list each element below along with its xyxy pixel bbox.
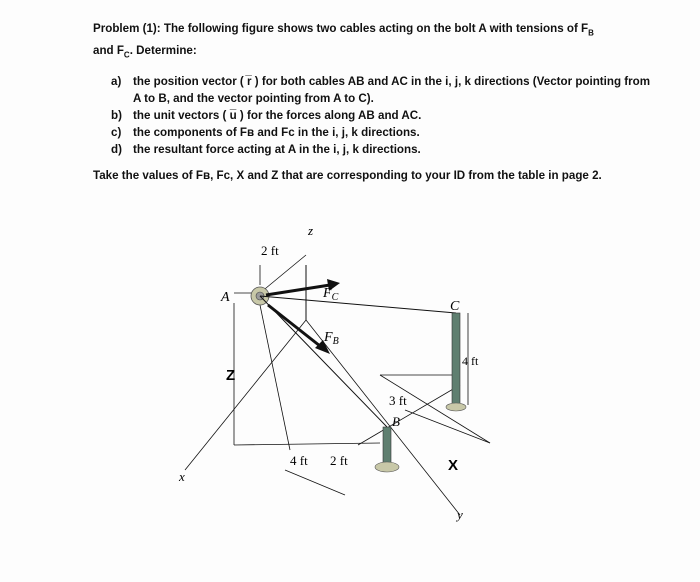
dim-top-label: 2 ft: [261, 243, 279, 258]
force-c-arrow: [266, 285, 330, 295]
task-list: [111, 73, 653, 158]
post-b: [383, 427, 391, 465]
point-c-label: C: [450, 299, 460, 314]
ground-line-2: [380, 375, 490, 443]
task-item: b) the unit vectors ( u̅ ) for the forces along AB and AC.: [111, 108, 422, 122]
dim-bottom-2-label: 2 ft: [330, 453, 348, 468]
dim-x-label: X: [448, 457, 459, 474]
dim-bottom-line: [285, 470, 345, 495]
dim-bottom-1-label: 4 ft: [290, 453, 308, 468]
cable-figure: [170, 215, 510, 525]
task-item: d) the resultant force acting at A in the i, j, k directions.: [111, 142, 421, 156]
post-c: [452, 313, 460, 405]
x-axis-label: x: [179, 469, 185, 484]
problem-statement-line-1: Problem (1): The following figure shows two cables acting on the bolt A with tensions of $F_B$: [93, 22, 594, 38]
problem-statement-line-2: and $F_C$. Determine:: [93, 44, 197, 60]
task-item: c) the components of Fʙ and Fᴄ in the i, j, k directions.: [111, 125, 420, 139]
point-b-label: B: [392, 414, 400, 429]
dim-c-height-label: 4 ft: [462, 354, 479, 368]
cable-ac-line: [260, 296, 456, 313]
force-b-arrow: [268, 305, 320, 346]
point-a-label: A: [221, 290, 230, 305]
x-axis-line: [185, 320, 306, 470]
ground-line-3: [405, 410, 490, 443]
y-axis-label: y: [457, 507, 463, 522]
figure-svg: [170, 215, 510, 525]
post-c-base: [446, 403, 466, 411]
task-item: a) the position vector ( r̅ ) for both cables AB and AC in the i, j, k directions (Vector pointing from A to B, and the vector pointing from A to C).: [111, 74, 651, 105]
force-c-label: $F_C$: [323, 286, 339, 303]
post-b-base: [375, 462, 399, 472]
bolt-vertical-drop: [260, 305, 290, 450]
instruction-text: Take the values of Fʙ, Fᴄ, X and Z that are corresponding to your ID from the table in page 2.: [93, 168, 602, 182]
dim-b-label: 3 ft: [389, 393, 407, 408]
y-axis-line: [306, 320, 460, 515]
z-axis-label: z: [308, 223, 314, 238]
dim-z-label: Z: [226, 367, 236, 384]
problem-text: [93, 20, 653, 185]
force-b-label: $F_B$: [324, 330, 339, 347]
cable-ab-line: [260, 296, 387, 427]
wall-top-line: [260, 255, 306, 293]
